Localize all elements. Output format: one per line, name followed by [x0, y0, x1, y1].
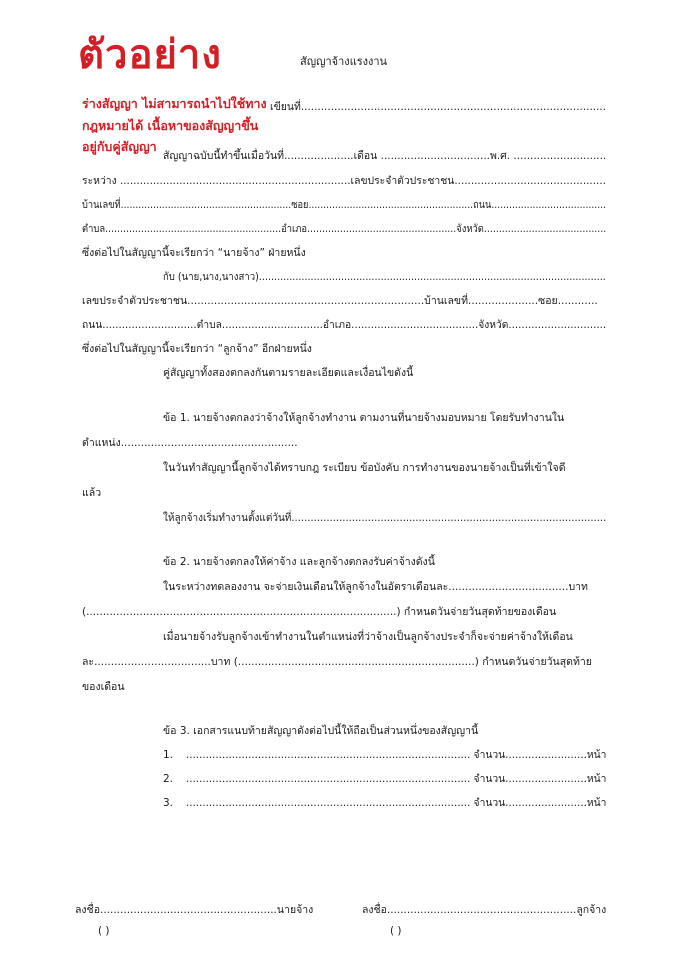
- clause2-permanent-salary-line: ละ...................................บาท (.......................................................................) กำหนดวันจ่ายวันสุดท้าย: [82, 656, 592, 668]
- attachment-line: ....................................................................................... จำนวน.........................หน้า: [186, 773, 607, 785]
- employer-district-line: ตำบล...........................................................อำเภอ..................................................จังหวัด.........................................: [82, 223, 607, 235]
- draft-note-line2: กฎหมายได้ เนื้อหาของสัญญาขึ้น: [82, 118, 259, 133]
- attachment-line: ....................................................................................... จำนวน.........................หน้า: [186, 797, 607, 809]
- attachment-number: 3.: [163, 797, 174, 809]
- document-title: สัญญาจ้างแรงงาน: [300, 55, 388, 68]
- contract-date-line: สัญญาฉบับนี้ทำขึ้นเมื่อวันที่.....................เดือน .................................พ.ศ. ............................: [163, 150, 607, 162]
- draft-note-line1: ร่างสัญญา ไม่สามารถนำไปใช้ทาง: [82, 96, 267, 111]
- written-at-line: เขียนที่............................................................................................: [270, 101, 607, 113]
- draft-note-line3: อยู่กับคู่สัญญา: [82, 139, 157, 154]
- employee-designation: ซึ่งต่อไปในสัญญานี้จะเรียกว่า “ลูกจ้าง” อีกฝ่ายหนึ่ง: [82, 343, 312, 355]
- watermark-sample: ตัวอย่าง: [78, 32, 222, 78]
- employee-signature-line: ลงชื่อ.........................................................ลูกจ้าง: [362, 904, 607, 916]
- clause2-line3: (.............................................................................................) กำหนดวันจ่ายวันสุดท้ายของเดือน: [82, 606, 557, 618]
- employee-address-line: ถนน.............................ตำบล...............................อำเภอ.......................................จังหวัด..............................: [82, 319, 607, 331]
- clause1-line3: ในวันทำสัญญานี้ลูกจ้างได้ทราบกฎ ระเบียบ ข้อบังคับ การทำงานของนายจ้างเป็นที่เข้าใจดี: [163, 462, 566, 474]
- clause2-line1: ข้อ 2. นายจ้างตกลงให้ค่าจ้าง และลูกจ้างตกลงรับค่าจ้างดังนี้: [163, 556, 435, 568]
- employee-id-line: เลขประจำตัวประชาชน.......................................................................บ้านเลขที่.....................ซอย............: [82, 295, 598, 307]
- employer-name-line: ระหว่าง ......................................................................เลขประจำตัวประชาชน..............................................: [82, 175, 606, 187]
- attachment-number: 2.: [163, 773, 174, 785]
- agreement-intro: คู่สัญญาทั้งสองตกลงกันตามรายละเอียดและเงื่อนไขดังนี้: [163, 367, 414, 379]
- clause2-line6: ของเดือน: [82, 681, 125, 693]
- clause1-line1: ข้อ 1. นายจ้างตกลงว่าจ้างให้ลูกจ้างทำงาน ตามงานที่นายจ้างมอบหมาย โดยรับทำงานใน: [163, 412, 565, 424]
- attachment-line: ....................................................................................... จำนวน.........................หน้า: [186, 749, 607, 761]
- employer-signature-line: ลงชื่อ.....................................................นายจ้าง: [75, 904, 314, 916]
- clause3-heading: ข้อ 3. เอกสารแนบท้ายสัญญาดังต่อไปนี้ให้ถือเป็นส่วนหนึ่งของสัญญานี้: [163, 725, 479, 737]
- employer-name-parentheses: ( ): [98, 925, 110, 937]
- clause2-probation-salary-line: ในระหว่างทดลองงาน จะจ่ายเงินเดือนให้ลูกจ้างในอัตราเดือนละ....................................บาท: [163, 581, 588, 593]
- employee-name-parentheses: ( ): [390, 925, 402, 937]
- employer-address-line: บ้านเลขที่..........................................................ซอย........................................................ถนน.......................................: [82, 199, 607, 211]
- employer-designation: ซึ่งต่อไปในสัญญานี้จะเรียกว่า “นายจ้าง” ฝ่ายหนึ่ง: [82, 247, 306, 259]
- clause2-line4: เมื่อนายจ้างรับลูกจ้างเข้าทำงานในตำแหน่งที่ว่าจ้างเป็นลูกจ้างประจำก็จะจ่ายค่าจ้างให้เดือน: [163, 631, 573, 643]
- attachment-number: 1.: [163, 749, 174, 761]
- clause1-position-line: ตำแหน่ง.....................................................: [82, 437, 298, 449]
- clause1-start-date-line: ให้ลูกจ้างเริ่มทำงานตั้งแต่วันที่...................................................................................................: [163, 512, 607, 524]
- clause1-line4: แล้ว: [82, 487, 102, 499]
- employee-name-line: กับ (นาย,นาง,นางสาว)..................................................................................................................: [163, 271, 606, 283]
